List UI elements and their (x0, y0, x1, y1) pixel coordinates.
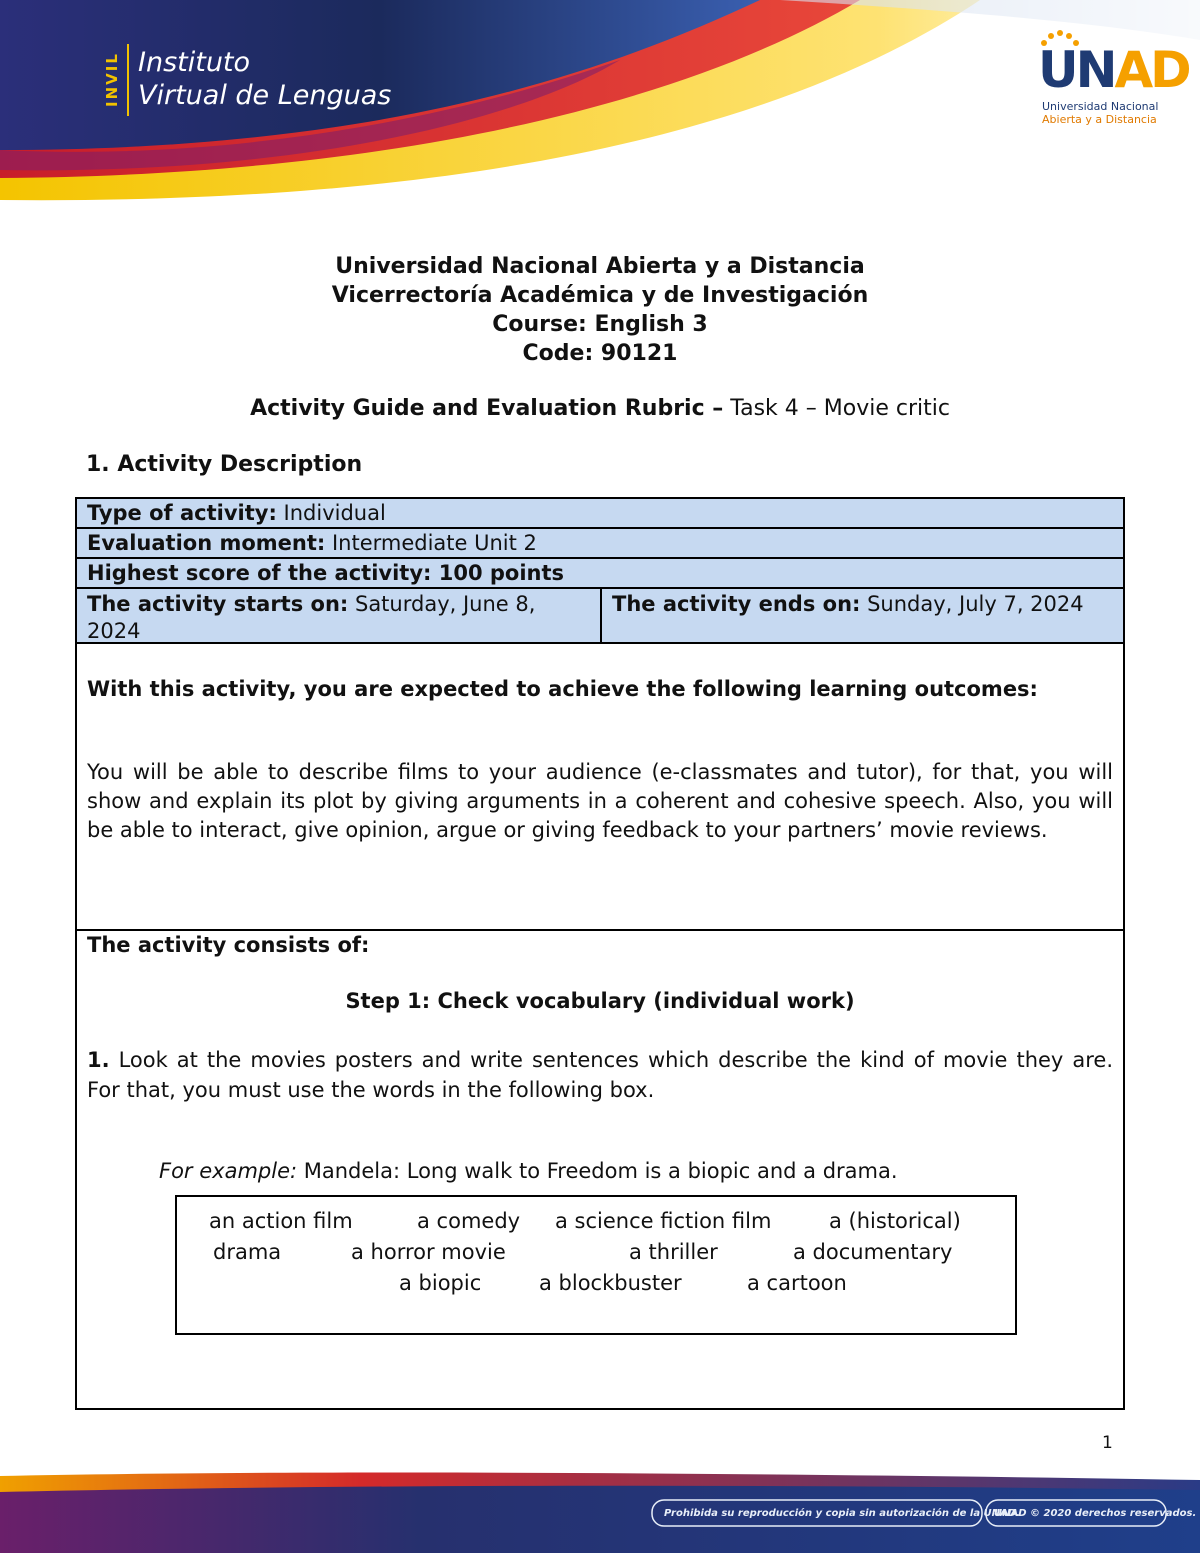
vocab-word: a cartoon (747, 1271, 847, 1295)
course-heading: Course: English 3 (492, 312, 708, 337)
step1-item-1: 1. Look at the movies posters and write sentences which describe the kind of movie they are. For that, you must use the words in the following box. (87, 1048, 1113, 1102)
row-learning-outcomes (77, 644, 1123, 931)
logo-line-instituto: Instituto (138, 47, 251, 78)
cell-starts-on (77, 589, 600, 642)
cell-ends-on (602, 589, 1123, 642)
vocab-word: an action film (209, 1209, 353, 1233)
footer-copy-notice: Prohibida su reproducción y copia sin autorización de la UNAD. (664, 1508, 1020, 1519)
unad-logo (1038, 30, 1189, 130)
learning-outcomes-text: You will be able to describe films to your audience (e-classmates and tutor), for that, you will show and explain its plot by giving arguments in a coherent and cohesive speech. Also, you will be able to interact, give opinion, argue or giving feedback to your partners’ movie reviews. (87, 760, 1113, 842)
ends-on-text: The activity ends on: Sunday, July 7, 2024 (612, 592, 1084, 616)
university-heading: Universidad Nacional Abierta y a Distancia (335, 254, 865, 279)
vocab-word: a horror movie (351, 1240, 506, 1264)
section-activity-description: 1. Activity Description (86, 452, 363, 477)
invil-vertical-logo: INVIL (103, 52, 121, 108)
footer-copyright: UNAD © 2020 derechos reservados. (994, 1508, 1197, 1519)
vocab-word: a science fiction film (555, 1209, 772, 1233)
header-banner (0, 0, 1200, 230)
row-activity-consists (77, 931, 1123, 1408)
guide-title: Activity Guide and Evaluation Rubric – Task 4 – Movie critic (250, 396, 950, 421)
page-number: 1 (1102, 1433, 1113, 1453)
code-heading: Code: 90121 (522, 341, 678, 366)
example-sentence: For example: Mandela: Long walk to Freedom is a biopic and a drama. (159, 1159, 898, 1183)
logo-line-virtual: Virtual de Lenguas (138, 80, 392, 111)
unad-wordmark: UNAD (1038, 41, 1189, 99)
highest-score-text: Highest score of the activity: 100 points (87, 561, 565, 585)
banner-artwork (0, 0, 1200, 230)
row-activity-dates (77, 589, 1123, 644)
activity-table (75, 497, 1125, 1410)
unad-subtitle: Universidad Nacional Abierta y a Distancia (1042, 100, 1159, 126)
activity-consists-heading: The activity consists of: (87, 933, 370, 957)
vocab-word: drama (213, 1240, 282, 1264)
starts-on-text: The activity starts on: Saturday, June 8, 2024 (87, 592, 536, 643)
vocab-word: a blockbuster (539, 1271, 682, 1295)
row-type-of-activity (77, 499, 1123, 529)
step1-heading: Step 1: Check vocabulary (individual work) (345, 989, 855, 1013)
instituto-virtual-logo-text (138, 46, 391, 112)
type-of-activity-text: Type of activity: Individual (87, 501, 386, 525)
vocab-word: a thriller (629, 1240, 718, 1264)
vocabulary-box (175, 1195, 1017, 1335)
vocab-word: a comedy (417, 1209, 521, 1233)
row-highest-score (77, 559, 1123, 589)
row-evaluation-moment (77, 529, 1123, 559)
evaluation-moment-text: Evaluation moment: Intermediate Unit 2 (87, 531, 537, 555)
invil-logo-divider (127, 44, 129, 116)
vocab-word: a documentary (793, 1240, 953, 1264)
vice-rectorate-heading: Vicerrectoría Académica y de Investigación (331, 283, 869, 308)
vocab-word: a biopic (399, 1271, 482, 1295)
vocab-word: a (historical) (829, 1209, 961, 1233)
learning-outcomes-heading: With this activity, you are expected to achieve the following learning outcomes: (87, 677, 1038, 701)
